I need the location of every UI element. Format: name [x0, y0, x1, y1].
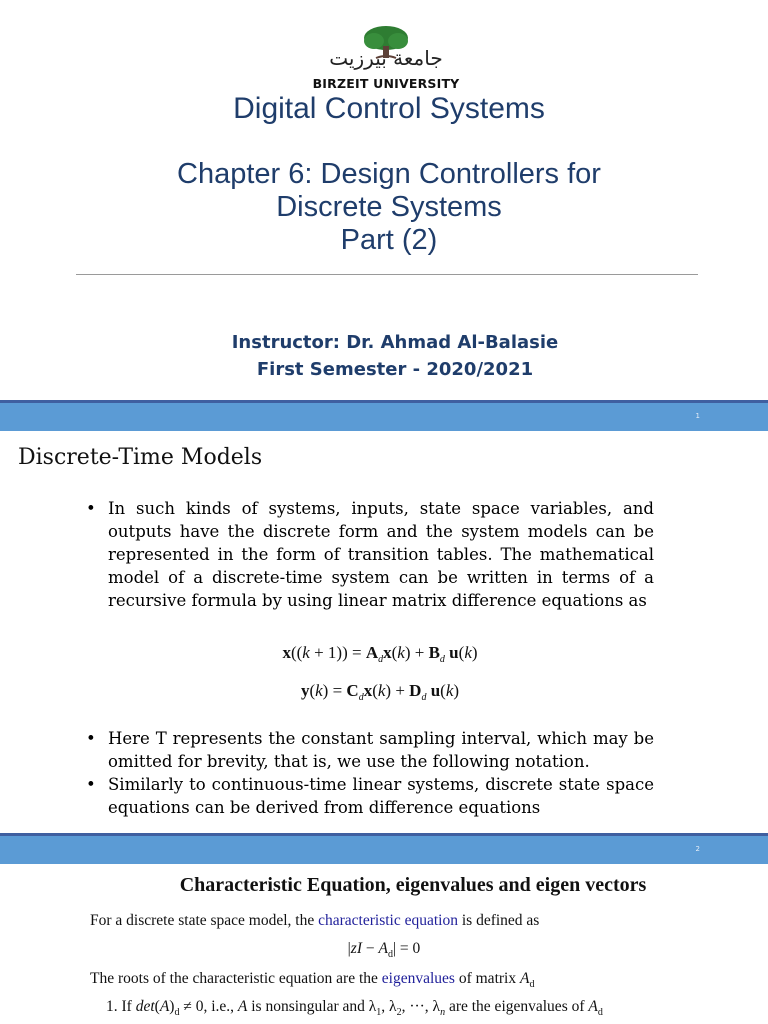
university-name-english: BIRZEIT UNIVERSITY: [312, 76, 460, 91]
chapter-title-line: Chapter 6: Design Controllers for: [177, 158, 601, 190]
roots-text: [90, 970, 534, 990]
slide-separator: [0, 400, 768, 431]
definition-text: [90, 912, 539, 930]
output-equation: $y(k) = C_dx(k) + D_d$ u(k): [300, 681, 460, 703]
state-equation: $x((k + 1)) = A_dx(k) + B_d$ u(k): [282, 643, 478, 665]
title-divider: [76, 274, 698, 275]
instructor-name: Instructor: Dr. Ahmad Al-Balasie: [231, 332, 559, 353]
bullet-list: [84, 727, 654, 819]
characteristic-equation-slide: [0, 864, 768, 1024]
numbered-item: 1. If $\det(A)_d \ne 0$, i.e., A is nonsingular and $\lambda_1$, $\lambda_2$, ···, $\lambda_n$ are the eigenvalues of $A_d$: [106, 998, 603, 1019]
university-logo: [306, 24, 466, 92]
slide-heading: Discrete-Time Models: [18, 445, 263, 470]
slide-number: 2: [695, 845, 700, 853]
definition-prefix: For a discrete state space model, the: [90, 912, 315, 929]
chapter-title-line: Discrete Systems: [276, 191, 502, 223]
course-title: Digital Control Systems: [233, 92, 545, 125]
bullet-item: • In such kinds of systems, inputs, state space variables, and outputs have the discrete form and the system models can be represented in the form of transition tables. The mathematical model of a discrete-time system can be written in terms of a recursive formula by using linear matrix difference equations as: [84, 497, 654, 612]
slide-heading: Characteristic Equation, eigenvalues and eigen vectors: [179, 874, 647, 896]
discrete-time-models-slide: [0, 431, 768, 833]
chapter-title-line: Part (2): [340, 224, 438, 256]
semester-label: First Semester - 2020/2021: [256, 359, 534, 380]
bullet-list: [84, 497, 654, 612]
bullet-item: • Similarly to continuous-time linear systems, discrete state space equations can be derived from difference equations: [84, 773, 654, 819]
eigenvalues-link[interactable]: eigenvalues: [381, 970, 455, 987]
roots-suffix: of matrix $A_d$: [458, 970, 535, 990]
university-name-arabic: جامعة بيرزيت: [329, 46, 443, 70]
title-slide: [0, 0, 768, 400]
roots-prefix: The roots of the characteristic equation are the: [90, 970, 378, 987]
chapter-title: [0, 158, 768, 257]
slide-separator: [0, 833, 768, 864]
slide-number: 1: [695, 412, 700, 420]
characteristic-equation: $|zI - A_d| = 0$: [347, 940, 421, 960]
characteristic-equation-link[interactable]: characteristic equation: [318, 912, 458, 929]
definition-suffix: is defined as: [461, 912, 540, 929]
bullet-item: • Here T represents the constant sampling interval, which may be omitted for brevity, that is, we use the following notation.: [84, 727, 654, 773]
